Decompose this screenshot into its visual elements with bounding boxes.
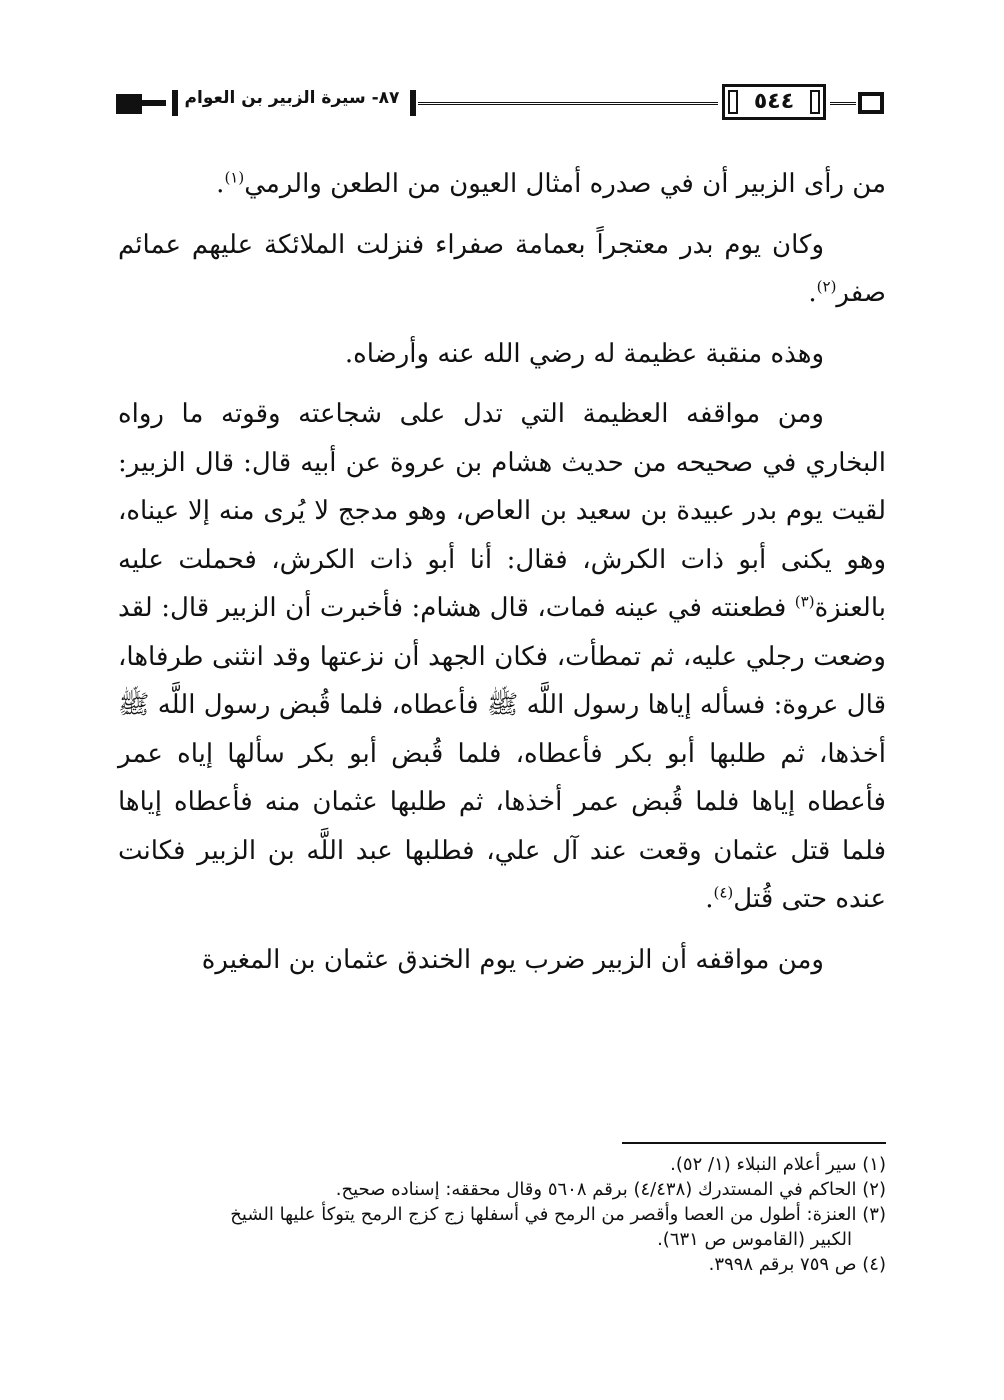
header-ornament-bar	[142, 100, 166, 106]
header-rule	[830, 102, 856, 105]
footnote-ref: (٣)	[794, 592, 815, 611]
header-divider	[410, 90, 416, 116]
header-ornament-left	[116, 94, 142, 114]
footnote: (٤) ص ٧٥٩ برقم ٣٩٩٨.	[708, 1254, 886, 1275]
footnote: (١) سير أعلام النبلاء (١/ ٥٢).	[670, 1154, 886, 1175]
footnote: (٢) الحاكم في المستدرك (٤/٤٣٨) برقم ٥٦٠٨ وقال محققه: إسناده صحيح.	[335, 1179, 886, 1200]
paragraph: ومن مواقفه العظيمة التي تدل على شجاعته وقوته ما رواه البخاري في صحيحه من حديث هشام بن عروة عن أبيه قال: قال الزبير: لقيت يوم بدر عبيدة بن سعيد بن العاص، وهو مدجج لا يُرى منه إلا عيناه، وهو يكنى أبو ذات الكرش، فقال: أنا أبو ذات الكرش، فحملت عليه بالعنزة$^{(٣)}$ فطعنته في عينه فمات، قال هشام: فأخبرت أن الزبير قال: لقد وضعت رجلي عليه، ثم تمطأت، فكان الجهد أن نزعتها وقد انثنى طرفاها، قال عروة: فسأله إياها رسول اللَّه ﷺ فأعطاه، فلما قُبض رسول اللَّه ﷺ أخذها، ثم طلبها أبو بكر فأعطاه، فلما قُبض أبو بكر سألها إياه عمر فأعطاه إياها فلما قُبض عمر أخذها، ثم طلبها عثمان منه فأعطاه إياها فلما قتل عثمان وقعت عند آل علي، فطلبها عبد اللَّه بن الزبير فكانت عنده حتى قُتل$^{(٤)}$.	[118, 399, 886, 914]
chapter-title: ٨٧- سيرة الزبير بن العوام	[184, 88, 400, 108]
page-header	[0, 80, 1004, 130]
footnote-ref: (٤)	[713, 883, 734, 902]
footnote: (٣) العنزة: أطول من العصا وأقصر من الرمح في أسفلها زج كزج الرمح يتوكأ عليها الشيخ	[230, 1204, 886, 1225]
header-ornament-right	[858, 92, 884, 114]
page-number: ٥٤٤	[722, 84, 826, 120]
paragraph: وكان يوم بدر معتجراً بعمامة صفراء فنزلت الملائكة عليهم عمائم صفر$^{(٢)}$.	[118, 229, 886, 308]
footnote-ref: (١)	[224, 168, 245, 187]
footnotes	[116, 1152, 886, 1277]
main-text	[118, 160, 886, 984]
paragraph: من رأى الزبير أن في صدره أمثال العيون من الطعن والرمي$^{(١)}$.	[216, 168, 886, 199]
paragraph: وهذه منقبة عظيمة له رضي الله عنه وأرضاه.	[344, 338, 824, 369]
header-rule	[418, 102, 718, 105]
footnote-separator	[622, 1142, 886, 1144]
footnote-ref: (٢)	[816, 277, 837, 296]
paragraph: ومن مواقفه أن الزبير ضرب يوم الخندق عثمان بن المغيرة	[201, 944, 824, 975]
header-divider	[172, 90, 178, 116]
footnote-continuation: الكبير (القاموس ص ٦٣١).	[657, 1229, 852, 1250]
